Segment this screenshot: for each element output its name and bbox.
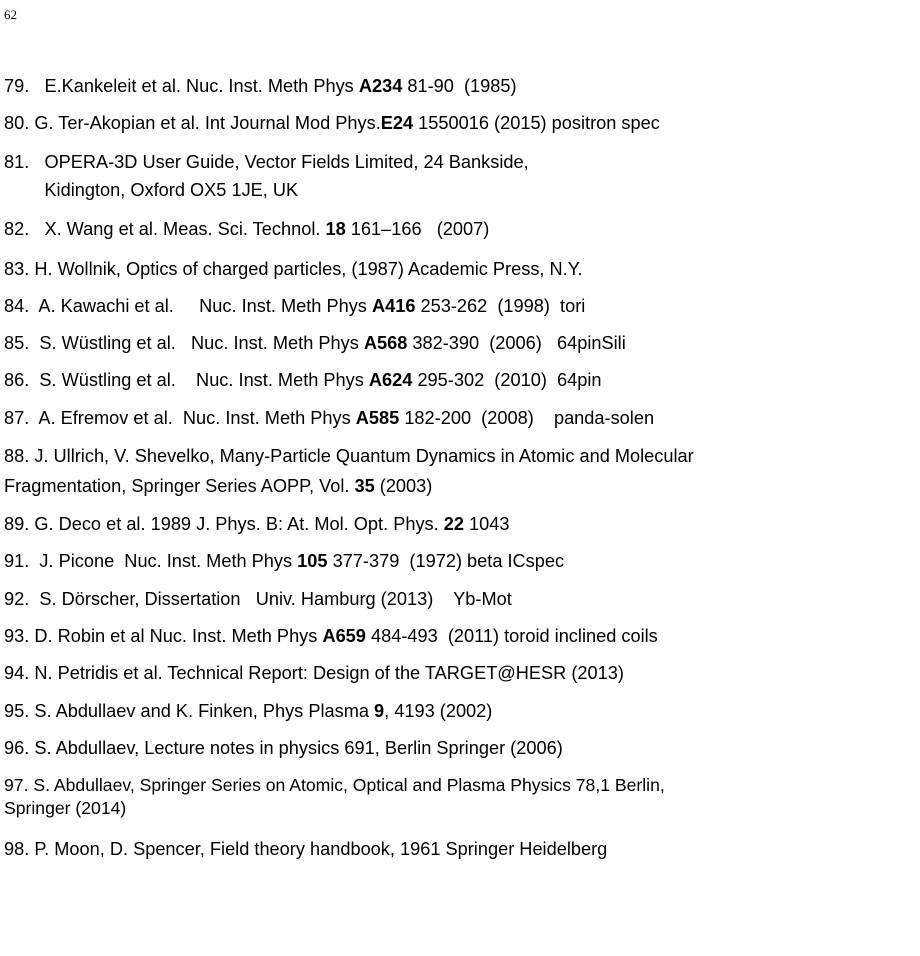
reference-text: 182-200 (2008) panda-solen	[399, 408, 655, 428]
reference-text: , 4193 (2002)	[384, 701, 493, 721]
reference-text: 84. A. Kawachi et al. Nuc. Inst. Meth Phys	[4, 296, 372, 316]
reference-text: 88. J. Ullrich, V. Shevelko, Many-Particle Quantum Dynamics in Atomic and Molecular	[4, 446, 694, 466]
reference-volume: E24	[380, 113, 414, 133]
reference-text: 253-262 (1998) tori	[415, 296, 586, 316]
reference-line	[4, 797, 126, 819]
reference-text: 98. P. Moon, D. Spencer, Field theory handbook, 1961 Springer Heidelberg	[4, 839, 608, 859]
reference-text: (2003)	[374, 476, 433, 496]
reference-volume: A416	[371, 296, 416, 316]
reference-line	[4, 774, 665, 796]
reference-line	[4, 179, 298, 201]
reference-text: 86. S. Wüstling et al. Nuc. Inst. Meth Phys	[4, 370, 369, 390]
reference-text: 92. S. Dörscher, Dissertation Univ. Hamburg (2013) Yb-Mot	[4, 589, 512, 609]
reference-text: 96. S. Abdullaev, Lecture notes in physics 691, Berlin Springer (2006)	[4, 738, 563, 758]
reference-line	[4, 700, 492, 722]
reference-text: Springer (2014)	[4, 798, 127, 818]
reference-line	[4, 475, 432, 497]
reference-volume: 22	[443, 514, 464, 534]
reference-text: 95. S. Abdullaev and K. Finken, Phys Plasma	[4, 701, 375, 721]
reference-line	[4, 218, 489, 240]
reference-line	[4, 332, 626, 354]
reference-volume: A234	[358, 76, 403, 96]
reference-text: 93. D. Robin et al Nuc. Inst. Meth Phys	[4, 626, 323, 646]
reference-text: 89. G. Deco et al. 1989 J. Phys. B: At. Mol. Opt. Phys.	[4, 514, 444, 534]
reference-text: 295-302 (2010) 64pin	[412, 370, 602, 390]
reference-line	[4, 550, 564, 572]
reference-text: 80. G. Ter-Akopian et al. Int Journal Mod Phys.	[4, 113, 381, 133]
reference-text: 87. A. Efremov et al. Nuc. Inst. Meth Phys	[4, 408, 356, 428]
reference-volume: A659	[322, 626, 366, 646]
reference-volume: A585	[355, 408, 400, 428]
reference-volume: 9	[374, 701, 385, 721]
reference-volume: 35	[354, 476, 375, 496]
reference-text: 97. S. Abdullaev, Springer Series on Atomic, Optical and Plasma Physics 78,1 Berlin,	[4, 775, 665, 795]
reference-line	[4, 662, 624, 684]
reference-line	[4, 258, 583, 280]
page-number: 62	[4, 7, 17, 22]
reference-text: 484-493 (2011) toroid inclined coils	[365, 626, 658, 646]
reference-text: 83. H. Wollnik, Optics of charged particles, (1987) Academic Press, N.Y.	[4, 259, 583, 279]
reference-text: 1043	[463, 514, 510, 534]
reference-line	[4, 838, 607, 860]
reference-text: 82. X. Wang et al. Meas. Sci. Technol.	[4, 219, 326, 239]
reference-text: Kidington, Oxford OX5 1JE, UK	[4, 180, 299, 200]
reference-text: Fragmentation, Springer Series AOPP, Vol.	[4, 476, 355, 496]
reference-line	[4, 407, 654, 429]
reference-text: 377-379 (1972) beta ICspec	[327, 551, 565, 571]
reference-text: 1550016 (2015) positron spec	[413, 113, 660, 133]
reference-volume: 105	[297, 551, 328, 571]
reference-line	[4, 513, 509, 535]
reference-text: 91. J. Picone Nuc. Inst. Meth Phys	[4, 551, 298, 571]
reference-text: 79. E.Kankeleit et al. Nuc. Inst. Meth Phys	[4, 76, 359, 96]
reference-text: 81. OPERA-3D User Guide, Vector Fields Limited, 24 Bankside,	[4, 152, 529, 172]
reference-line	[4, 112, 660, 134]
reference-line	[4, 445, 694, 467]
reference-line	[4, 295, 585, 317]
reference-line	[4, 75, 517, 97]
reference-line	[4, 369, 601, 391]
reference-text: 161–166 (2007)	[345, 219, 490, 239]
reference-text: 382-390 (2006) 64pinSili	[407, 333, 626, 353]
reference-line	[4, 151, 529, 173]
reference-volume: 18	[325, 219, 346, 239]
reference-volume: A568	[363, 333, 408, 353]
reference-line	[4, 625, 658, 647]
reference-text: 94. N. Petridis et al. Technical Report: Design of the TARGET@HESR (2013)	[4, 663, 624, 683]
reference-line	[4, 737, 563, 759]
reference-text: 81-90 (1985)	[402, 76, 517, 96]
reference-text: 85. S. Wüstling et al. Nuc. Inst. Meth Phys	[4, 333, 364, 353]
reference-volume: A624	[368, 370, 413, 390]
reference-line	[4, 588, 512, 610]
